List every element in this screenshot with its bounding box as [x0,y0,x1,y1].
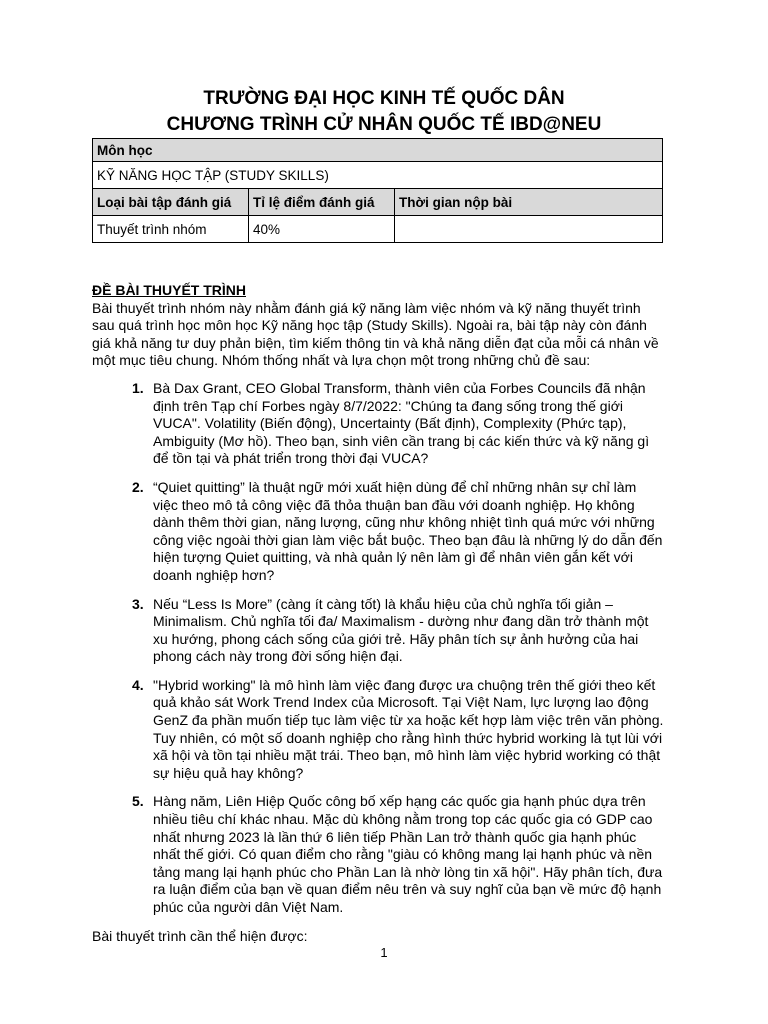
topic-text: Nếu “Less Is More” (càng ít càng tốt) là khẩu hiệu của chủ nghĩa tối giản – Minimalism. Chủ nghĩa tối đa/ Maximalism - dường như đang dần trở thành một xu hướng, phong cách sống của giới trẻ. Hãy phân tích sự ảnh hưởng của hai phong cách này trong đời sống hiện đại. [153,595,649,665]
course-info-table [92,138,663,243]
assignment-section [92,282,664,945]
assessment-type-cell: Thuyết trình nhóm [93,216,249,243]
topic-number: 2. [132,478,144,495]
intro-paragraph: Bài thuyết trình nhóm này nhằm đánh giá kỹ năng làm việc nhóm và kỹ năng thuyết trình sau quá trình học môn học Kỹ năng học tập (Study Skills). Ngoài ra, bài tập này còn đánh giá khả năng tư duy phản biện, tìm kiếm thông tin và khả năng diễn đạt của mỗi cá nhân về một mục tiêu chung. Nhóm thống nhất và lựa chọn một trong những chủ đề sau: [92,299,659,369]
section-title: ĐỀ BÀI THUYẾT TRÌNH [92,282,246,298]
topic-list [92,380,664,917]
topic-number: 3. [132,595,144,612]
program-name: CHƯƠNG TRÌNH CỬ NHÂN QUỐC TẾ IBD@NEU [166,114,602,135]
list-item [92,677,664,783]
table-row [93,162,663,189]
list-item [92,596,664,666]
list-item [92,793,664,916]
table-row [93,189,663,216]
topic-text: “Quiet quitting” là thuật ngữ mới xuất hiện dùng để chỉ những nhân sự chỉ làm việc theo mô tả công việc đã thỏa thuận ban đầu với doanh nghiệp. Họ không dành thêm thời gian, năng lượng, cũng như không nhiệt tình quá mức với những công việc ngoài thời gian làm việc bắt buộc. Theo bạn đâu là những lý do dẫn đến hiện tượng Quiet quitting, và nhà quản lý nên làm gì để nhân viên gắn kết với doanh nghiệp hơn? [153,478,663,583]
table-row [93,139,663,162]
topic-number: 5. [132,793,144,810]
topic-text: Hàng năm, Liên Hiệp Quốc công bố xếp hạng các quốc gia hạnh phúc dựa trên nhiều tiêu chí khác nhau. Mặc dù không nằm trong top các quốc gia có GDP cao nhất nhưng 2023 là lần thứ 6 liên tiếp Phần Lan trở thành quốc gia hạnh phúc nhất thế giới. Có quan điểm cho rằng "giàu có không mang lại hạnh phúc và nền tảng mang lại hạnh phúc cho Phần Lan là nhờ lòng tin xã hội". Hãy phân tích, đưa ra luận điểm của bạn về quan điểm nêu trên và suy nghĩ của bạn về mức độ hạnh phúc của người dân Việt Nam. [153,793,663,915]
score-weight-header: Tỉ lệ điểm đánh giá [249,189,395,216]
table-row [93,216,663,243]
topic-text: "Hybrid working" là mô hình làm việc đang được ưa chuộng trên thế giới theo kết quả khảo sát Work Trend Index của Microsoft. Tại Việt Nam, lực lượng lao động GenZ đa phần muốn tiếp tục làm việc từ xa hoặc kết hợp làm việc trên văn phòng. Tuy nhiên, có một số doanh nghiệp cho rằng hình thức hybrid working là tụt lùi với xã hội và tồn tại nhiều mặt trái. Theo bạn, mô hình làm việc hybrid working có thật sự hiệu quả hay không? [153,676,664,781]
list-item [92,380,664,468]
closing-line: Bài thuyết trình cần thể hiện được: [92,927,308,944]
subject-value-cell: KỸ NĂNG HỌC TẬP (STUDY SKILLS) [93,162,663,189]
deadline-header: Thời gian nộp bài [395,189,663,216]
topic-number: 4. [132,676,144,693]
list-item [92,479,664,585]
deadline-cell [395,216,663,243]
subject-label-cell: Môn học [93,139,663,162]
university-name: TRƯỜNG ĐẠI HỌC KINH TẾ QUỐC DÂN [203,88,565,109]
topic-text: Bà Dax Grant, CEO Global Transform, thành viên của Forbes Councils đã nhận định trên Tạp chí Forbes ngày 8/7/2022: "Chúng ta đang sống trong thế giới VUCA". Volatility (Biến động), Uncertainty (Bất định), Complexity (Phức tạp), Ambiguity (Mơ hồ). Theo bạn, sinh viên cần trang bị các kiến thức và kỹ năng gì để tồn tại và phát triển trong thời đại VUCA? [153,379,650,467]
document-header [0,86,768,138]
page-number: 1 [380,945,388,960]
topic-number: 1. [132,379,144,396]
score-weight-cell: 40% [249,216,395,243]
assessment-type-header: Loại bài tập đánh giá [93,189,249,216]
